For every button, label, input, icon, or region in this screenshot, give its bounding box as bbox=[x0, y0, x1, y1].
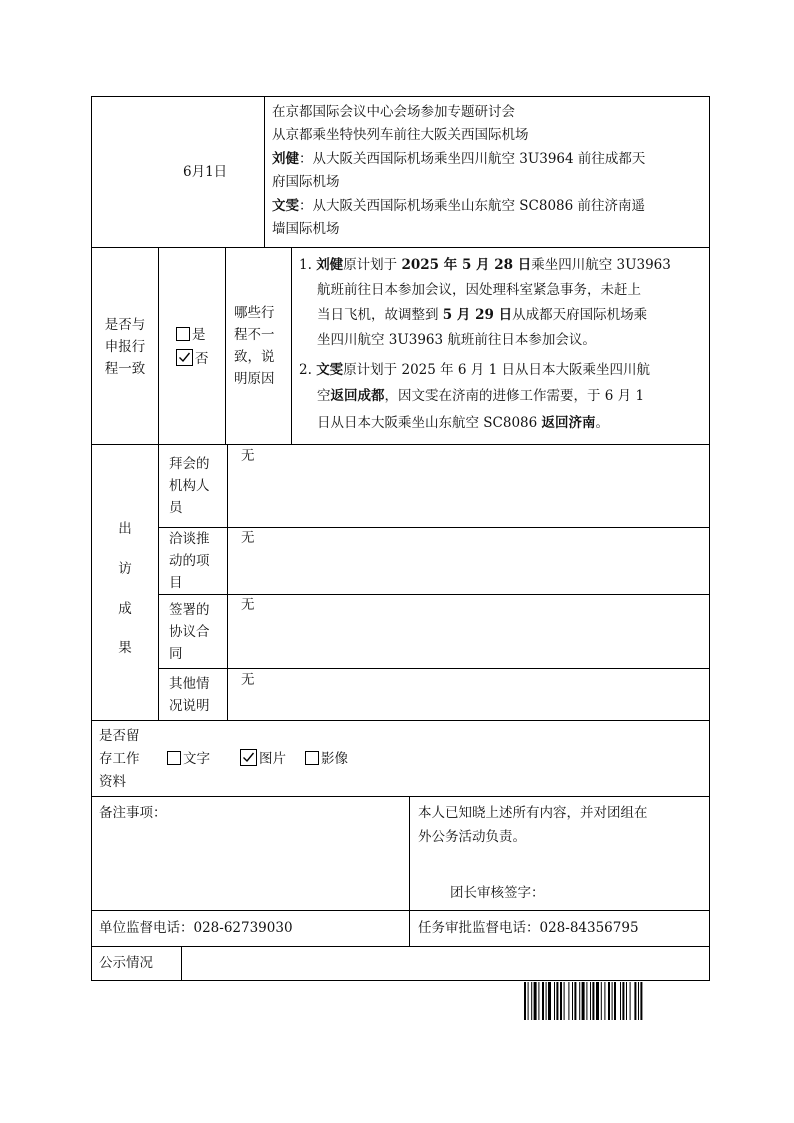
barcode-bar bbox=[630, 982, 631, 1020]
option-label: 文字 bbox=[183, 751, 210, 767]
highlight-text: 返回济南 bbox=[541, 415, 596, 431]
barcode-bar bbox=[612, 982, 613, 1020]
reason-text: 原计划于 bbox=[343, 257, 402, 273]
result-row-label: 况说明 bbox=[169, 698, 210, 714]
option-label: 图片 bbox=[259, 751, 286, 767]
table-right-border bbox=[709, 96, 710, 981]
col-divider bbox=[409, 796, 410, 947]
itinerary-line bbox=[272, 195, 645, 217]
itinerary-line: 墙国际机场 bbox=[272, 221, 340, 237]
reason-line bbox=[299, 359, 650, 381]
results-label: 访 bbox=[118, 561, 132, 577]
list-number: 1. bbox=[299, 257, 312, 273]
which-label: 致，说 bbox=[234, 349, 275, 365]
highlight-date: 5 月 29 日 bbox=[442, 307, 513, 323]
result-row-label: 协议合 bbox=[169, 624, 210, 640]
itinerary-date: 6月1日 bbox=[183, 164, 228, 180]
statement-line: 外公务活动负责。 bbox=[418, 829, 526, 845]
results-label: 出 bbox=[118, 521, 132, 537]
barcode-bar bbox=[564, 982, 565, 1020]
reason-line: 坐四川航空 3U3963 航班前往日本参加会议。 bbox=[317, 332, 596, 348]
person-name: 刘健 bbox=[272, 151, 299, 167]
row-divider bbox=[91, 444, 710, 445]
result-row-value: 无 bbox=[241, 530, 255, 546]
result-row-label: 洽谈推 bbox=[169, 531, 210, 547]
reason-line bbox=[299, 254, 671, 276]
row-divider bbox=[91, 946, 710, 947]
result-row-value: 无 bbox=[241, 448, 255, 464]
task-phone: 任务审批监督电话：028-84356795 bbox=[418, 920, 639, 936]
barcode-bar bbox=[622, 982, 624, 1020]
itinerary-line: 府国际机场 bbox=[272, 174, 340, 190]
barcode-bar bbox=[546, 982, 547, 1020]
publicity-label: 公示情况 bbox=[99, 955, 153, 971]
barcode-bar bbox=[586, 982, 587, 1020]
result-row-label: 员 bbox=[169, 500, 183, 516]
barcode-bar bbox=[542, 982, 544, 1020]
result-row-label: 目 bbox=[169, 575, 183, 591]
itinerary-line: 从京都乘坐特快列车前往大阪关西国际机场 bbox=[272, 127, 529, 143]
checkbox-unchecked-icon[interactable] bbox=[167, 751, 181, 765]
barcode-bar bbox=[626, 982, 627, 1020]
barcode-bar bbox=[548, 982, 551, 1020]
barcode-image bbox=[524, 982, 680, 1020]
retain-option-image[interactable] bbox=[240, 748, 286, 770]
table-bottom-border bbox=[91, 980, 710, 981]
no-label: 否 bbox=[195, 351, 209, 367]
unit-phone: 单位监督电话：028-62739030 bbox=[99, 920, 293, 936]
barcode-bar bbox=[596, 982, 599, 1020]
col-divider bbox=[181, 946, 182, 981]
col-divider bbox=[264, 96, 265, 248]
consistency-label: 是否与 bbox=[104, 317, 146, 333]
barcode-bar bbox=[592, 982, 594, 1020]
result-row-value: 无 bbox=[241, 597, 255, 613]
row-divider bbox=[91, 720, 710, 721]
table-top-border bbox=[91, 96, 710, 97]
barcode-bar bbox=[534, 982, 537, 1020]
barcode-bar bbox=[568, 982, 569, 1020]
barcode-bar bbox=[560, 982, 562, 1020]
result-row-label: 其他情 bbox=[169, 676, 210, 692]
reason-line: 航班前往日本参加会议，因处理科室紧急事务，未赶上 bbox=[317, 282, 641, 298]
barcode-bar bbox=[640, 982, 642, 1020]
barcode-bar bbox=[608, 982, 610, 1020]
barcode-bar bbox=[572, 982, 573, 1020]
barcode-bar bbox=[634, 982, 636, 1020]
which-label: 哪些行 bbox=[234, 305, 275, 321]
person-name: 刘健 bbox=[316, 257, 344, 273]
barcode-bar bbox=[556, 982, 558, 1020]
yes-label: 是 bbox=[192, 327, 206, 343]
list-number: 2. bbox=[299, 362, 312, 378]
person-name: 文雯 bbox=[316, 362, 344, 378]
itinerary-line bbox=[272, 148, 645, 170]
checkbox-unchecked-icon[interactable] bbox=[305, 751, 319, 765]
barcode-bar bbox=[614, 982, 616, 1020]
checkbox-unchecked-icon[interactable] bbox=[176, 327, 190, 341]
result-row-label: 动的项 bbox=[169, 553, 210, 569]
retain-label: 存工作 bbox=[99, 751, 140, 767]
barcode-bar bbox=[601, 982, 602, 1020]
checkbox-checked-icon[interactable] bbox=[240, 749, 257, 766]
itinerary-line: 在京都国际会议中心会场参加专题研讨会 bbox=[272, 104, 515, 120]
result-row-value: 无 bbox=[241, 672, 255, 688]
reason-text: ，因文雯在济南的进修工作需要，于 6 月 1 bbox=[384, 388, 645, 404]
row-divider bbox=[91, 796, 710, 797]
retain-label: 是否留 bbox=[99, 728, 140, 744]
barcode-bar bbox=[531, 982, 532, 1020]
reason-line bbox=[317, 304, 647, 326]
reason-text: 日从日本大阪乘坐山东航空 SC8086 bbox=[317, 415, 542, 431]
result-row-label: 拜会的 bbox=[169, 456, 210, 472]
result-row-label: 签署的 bbox=[169, 602, 210, 618]
result-row-label: 机构人 bbox=[169, 478, 210, 494]
results-label: 果 bbox=[118, 640, 132, 656]
barcode-bar bbox=[638, 982, 639, 1020]
which-label: 程不一 bbox=[234, 327, 275, 343]
reason-line bbox=[317, 412, 609, 434]
highlight-date: 2025 年 5 月 28 日 bbox=[401, 257, 532, 273]
row-divider bbox=[91, 247, 710, 248]
retain-option-video[interactable] bbox=[305, 748, 348, 770]
barcode-bar bbox=[528, 982, 529, 1020]
col-divider bbox=[227, 444, 228, 721]
col-divider bbox=[291, 247, 292, 445]
result-row-label: 同 bbox=[169, 646, 183, 662]
sign-label: 团长审核签字： bbox=[450, 885, 545, 901]
barcode-bar bbox=[524, 982, 526, 1020]
barcode-bar bbox=[604, 982, 605, 1020]
col-divider bbox=[225, 247, 226, 445]
remarks-label: 备注事项： bbox=[99, 805, 167, 821]
col-divider bbox=[158, 247, 159, 721]
itinerary-text: ：从大阪关西国际机场乘坐四川航空 3U3964 前往成都天 bbox=[299, 151, 646, 167]
consistency-label: 申报行 bbox=[104, 339, 146, 355]
itinerary-text: ：从大阪关西国际机场乘坐山东航空 SC8086 前往济南遥 bbox=[299, 198, 646, 214]
reason-text: 从成都天府国际机场乘 bbox=[512, 307, 648, 323]
reason-text: 空 bbox=[317, 388, 331, 404]
row-divider bbox=[91, 910, 710, 911]
yes-option[interactable] bbox=[176, 324, 206, 346]
results-label: 成 bbox=[118, 601, 132, 617]
retain-option-text[interactable] bbox=[167, 748, 210, 770]
retain-label: 资料 bbox=[99, 774, 126, 790]
barcode-bar bbox=[554, 982, 555, 1020]
reason-text: 。 bbox=[595, 415, 610, 431]
no-option[interactable] bbox=[176, 348, 209, 370]
barcode-bar bbox=[538, 982, 539, 1020]
reason-text: 乘坐四川航空 3U3963 bbox=[531, 257, 671, 273]
barcode-bar bbox=[574, 982, 576, 1020]
option-label: 影像 bbox=[321, 751, 348, 767]
reason-text: 当日飞机，故调整到 bbox=[317, 307, 443, 323]
consistency-label: 程一致 bbox=[104, 361, 146, 377]
person-name: 文雯 bbox=[272, 198, 299, 214]
barcode-bar bbox=[620, 982, 621, 1020]
checkbox-checked-icon[interactable] bbox=[176, 349, 193, 366]
barcode-bar bbox=[590, 982, 591, 1020]
which-label: 明原因 bbox=[234, 371, 275, 387]
reason-text: 原计划于 2025 年 6 月 1 日从日本大阪乘坐四川航 bbox=[343, 362, 650, 378]
barcode-bar bbox=[579, 982, 580, 1020]
highlight-text: 返回成都 bbox=[330, 388, 385, 404]
statement-line: 本人已知晓上述所有内容，并对团组在 bbox=[418, 805, 648, 821]
barcode-bar bbox=[582, 982, 585, 1020]
reason-line bbox=[317, 385, 644, 407]
